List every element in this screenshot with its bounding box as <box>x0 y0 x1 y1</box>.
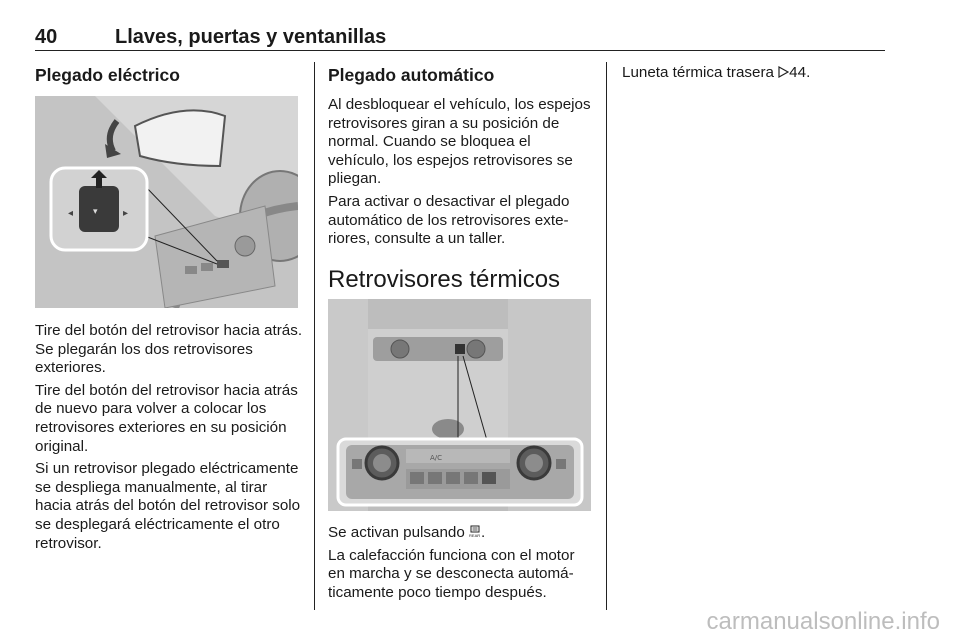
climate-control-illustration <box>328 299 591 511</box>
text: . <box>806 64 811 81</box>
rear-icon-label: REAR <box>469 533 481 538</box>
svg-text:◂: ◂ <box>68 208 74 219</box>
paragraph: La calefacción funciona con el motor en marcha y se desconecta automáticamente poco tiempo después. <box>328 546 575 601</box>
section-heading-plegado-electrico: Plegado eléctrico <box>35 65 180 85</box>
column-2 <box>328 64 594 295</box>
section-heading-plegado-automatico: Plegado automático <box>328 65 495 85</box>
rear-defrost-icon <box>469 525 481 539</box>
column-3 <box>622 64 886 83</box>
paragraph <box>328 524 594 543</box>
column-2-text <box>328 524 594 602</box>
page-header <box>35 26 885 51</box>
svg-text:▾: ▾ <box>93 207 98 217</box>
page-reference-arrow-icon <box>778 65 789 77</box>
column-1-text <box>35 322 303 553</box>
watermark: carmanualsonline.info <box>706 608 940 635</box>
mirror-fold-illustration <box>35 96 298 308</box>
column-divider <box>606 62 607 610</box>
page-number: 40 <box>35 26 58 48</box>
text: Se activan pulsando <box>328 524 470 541</box>
page-reference-link[interactable]: 44 <box>789 64 807 81</box>
paragraph: Para activar o desactivar el plegado automático de los retrovisores exteriores, consulte a un taller. <box>328 192 570 248</box>
page-header-title: Llaves, puertas y ventanillas <box>115 26 387 48</box>
column-divider <box>314 62 315 610</box>
paragraph: Si un retrovisor plegado eléctricamente se despliega manualmente, al tirar hacia atrás del botón del retrovisor solo se desplegará eléctricamente el otro retrovisor. <box>35 460 301 552</box>
paragraph: Al desbloquear el vehículo, los espejos retrovisores giran a su posición de normal. Cuando se bloquea el vehículo, los espejos retrovisores se pliegan. <box>328 96 591 188</box>
text: Luneta térmica trasera <box>622 64 779 81</box>
svg-text:▸: ▸ <box>123 208 129 219</box>
paragraph <box>622 64 886 83</box>
section-title-retrovisores-termicos: Retrovisores térmicos <box>328 265 561 293</box>
paragraph: Tire del botón del retrovisor hacia atrás de nuevo para volver a colocar los retrovisores exteriores en su posición original. <box>35 381 298 455</box>
column-1 <box>35 64 303 86</box>
ac-label: A/C <box>430 454 443 462</box>
paragraph: Tire del botón del retrovisor hacia atrás. Se plegarán los dos retrovisores exteriores. <box>35 322 303 377</box>
text: . <box>481 524 486 541</box>
